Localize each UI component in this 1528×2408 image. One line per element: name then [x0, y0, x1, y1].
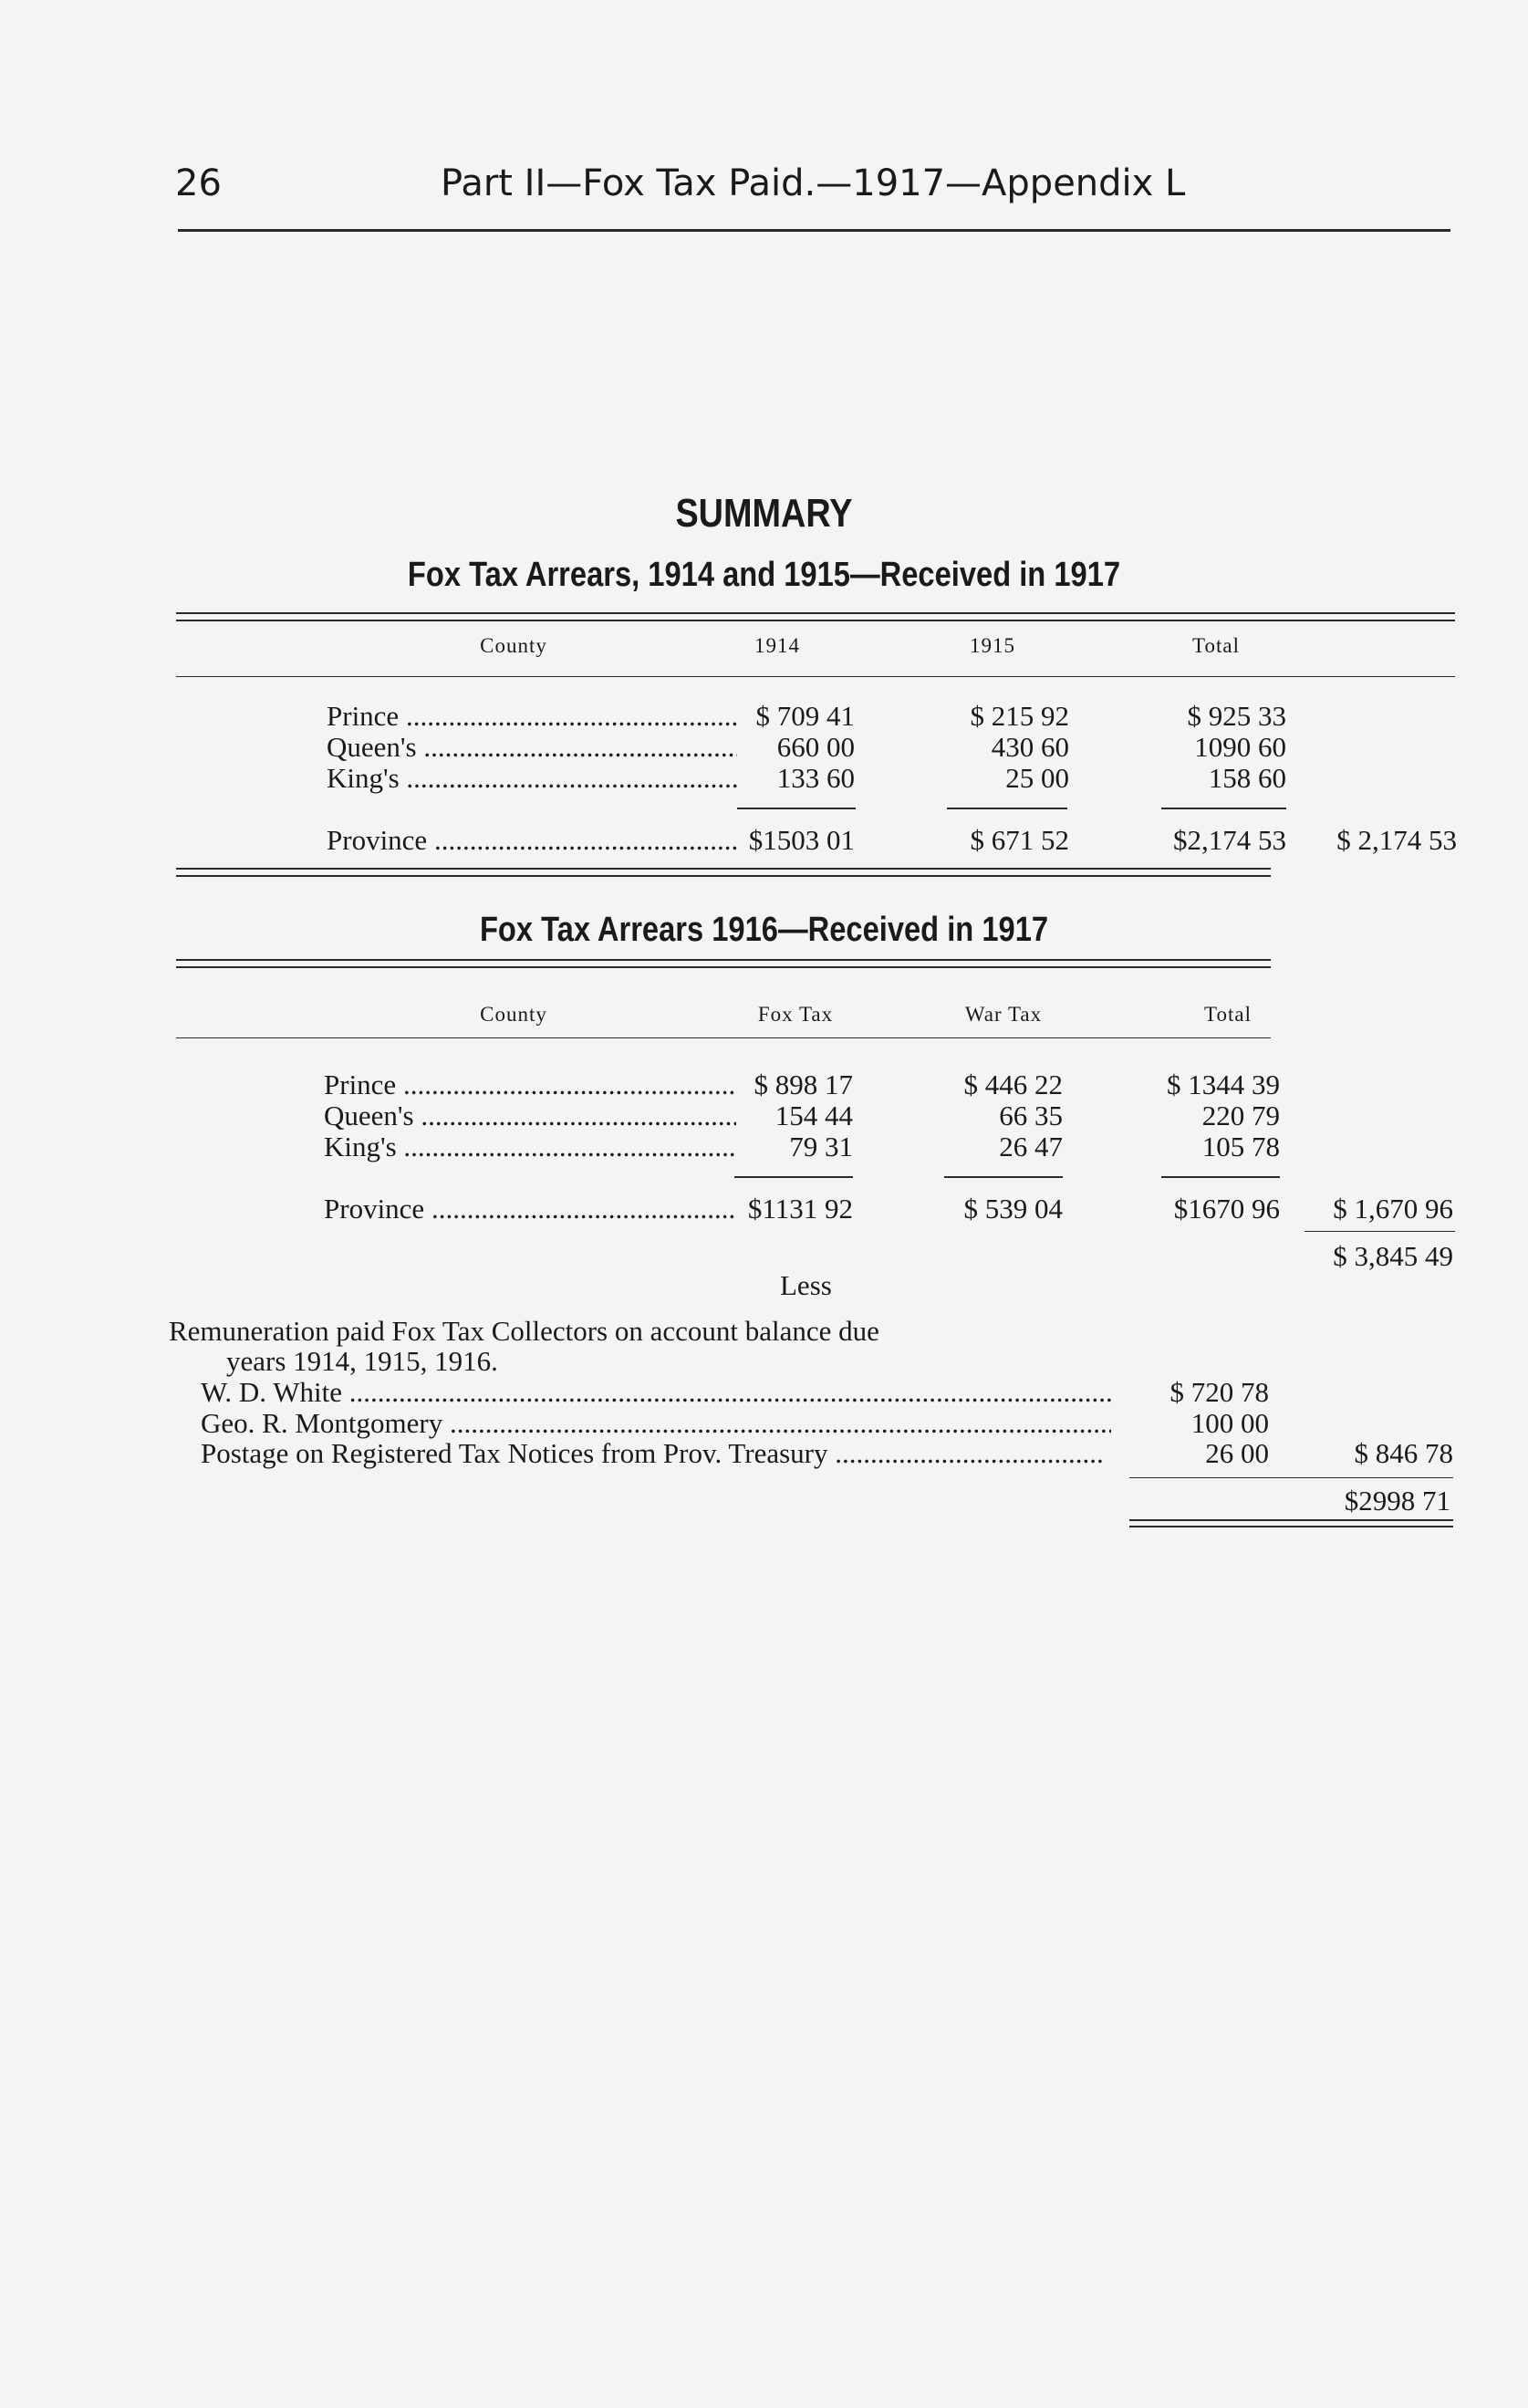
row-value-war-tax: 66 35	[999, 1100, 1063, 1131]
grand-total: $ 3,845 49	[1333, 1240, 1453, 1272]
rule	[176, 620, 1455, 621]
double-rule	[1129, 1519, 1453, 1521]
sum-rule	[1305, 1231, 1455, 1232]
row-value-fox-tax: 79 31	[789, 1131, 853, 1162]
item-amount: 100 00	[1190, 1407, 1269, 1439]
sum-rule	[944, 1176, 1063, 1178]
item-amount: $ 720 78	[1169, 1376, 1269, 1408]
net-total: $2998 71	[1344, 1485, 1450, 1517]
row-value-total: $ 1344 39	[1167, 1068, 1280, 1100]
sum-rule	[1161, 1176, 1280, 1178]
row-value-1915: 430 60	[991, 731, 1069, 763]
sum-rule	[737, 808, 856, 809]
row-label: Queen's .....	[324, 1100, 736, 1132]
less-label: Less	[780, 1269, 832, 1301]
row-value-1914: 660 00	[776, 731, 855, 763]
rule	[176, 1037, 1271, 1038]
rule	[176, 875, 1271, 877]
row-value-1914: 133 60	[776, 762, 855, 794]
col-header-1915: 1915	[970, 634, 1015, 657]
row-label: King's .....	[324, 1131, 736, 1163]
row-value-1914: $ 709 41	[755, 700, 855, 732]
section1-title: Fox Tax Arrears, 1914 and 1915—Received in 1917	[407, 556, 1121, 594]
item-label: Postage on Registered Tax Notices from Prov. Treasury .....	[201, 1437, 1104, 1470]
item-label: W. D. White .....	[201, 1376, 1111, 1409]
row-label: Province .....	[324, 1193, 736, 1225]
running-title: Part II—Fox Tax Paid.—1917—Appendix L	[441, 162, 1186, 204]
rule	[176, 959, 1271, 961]
double-rule	[1129, 1526, 1453, 1527]
row-value-1915: $ 215 92	[970, 700, 1069, 732]
deduction-description: Remuneration paid Fox Tax Collectors on account balance due	[169, 1315, 879, 1347]
row-label: Prince .....	[327, 700, 737, 733]
summary-title: SUMMARY	[675, 491, 853, 536]
col-header-county: County	[480, 1003, 547, 1026]
item-label: Geo. R. Montgomery .....	[201, 1407, 1111, 1440]
col-header-fox-tax: Fox Tax	[757, 1003, 834, 1026]
row-value-total: 158 60	[1208, 762, 1286, 794]
row-value-total: $ 925 33	[1187, 700, 1286, 732]
sum-rule	[947, 808, 1067, 809]
row-value-fox-tax: 154 44	[774, 1100, 853, 1131]
col-header-war-tax: War Tax	[964, 1003, 1043, 1026]
item-amount: 26 00	[1205, 1437, 1269, 1469]
rule	[176, 676, 1455, 677]
province-value-1914: $1503 01	[748, 824, 855, 856]
province-value-war-tax: $ 539 04	[963, 1193, 1063, 1225]
row-value-total: 1090 60	[1194, 731, 1286, 763]
province-carried-total: $ 1,670 96	[1333, 1193, 1453, 1225]
province-value-total: $2,174 53	[1173, 824, 1286, 856]
row-label: Queen's .....	[327, 731, 737, 764]
row-value-1915: 25 00	[1005, 762, 1069, 794]
col-header-county: County	[480, 634, 547, 657]
col-header-total: Total	[1204, 1003, 1252, 1026]
province-value-total: $1670 96	[1173, 1193, 1280, 1225]
row-value-war-tax: 26 47	[999, 1131, 1063, 1162]
section2-title: Fox Tax Arrears 1916—Received in 1917	[479, 911, 1049, 949]
row-label: Province .....	[327, 824, 739, 857]
rule	[176, 966, 1271, 968]
sum-rule	[1129, 1477, 1453, 1478]
row-value-fox-tax: $ 898 17	[754, 1068, 853, 1100]
deduction-description-cont: years 1914, 1915, 1916.	[226, 1345, 498, 1377]
row-value-total: 220 79	[1201, 1100, 1280, 1131]
col-header-total: Total	[1192, 634, 1240, 657]
deduction-subtotal: $ 846 78	[1354, 1437, 1453, 1469]
row-label: Prince .....	[324, 1068, 736, 1101]
province-value-1915: $ 671 52	[970, 824, 1069, 856]
province-value-fox-tax: $1131 92	[747, 1193, 853, 1225]
rule	[176, 868, 1271, 870]
sum-rule	[1161, 808, 1286, 809]
row-label: King's .....	[327, 762, 737, 795]
header-rule	[178, 229, 1450, 232]
col-header-1914: 1914	[754, 634, 800, 657]
row-value-war-tax: $ 446 22	[963, 1068, 1063, 1100]
province-carried-total: $ 2,174 53	[1336, 824, 1457, 856]
sum-rule	[734, 1176, 853, 1178]
row-value-total: 105 78	[1201, 1131, 1280, 1162]
rule	[176, 612, 1455, 614]
page-number: 26	[175, 162, 222, 204]
